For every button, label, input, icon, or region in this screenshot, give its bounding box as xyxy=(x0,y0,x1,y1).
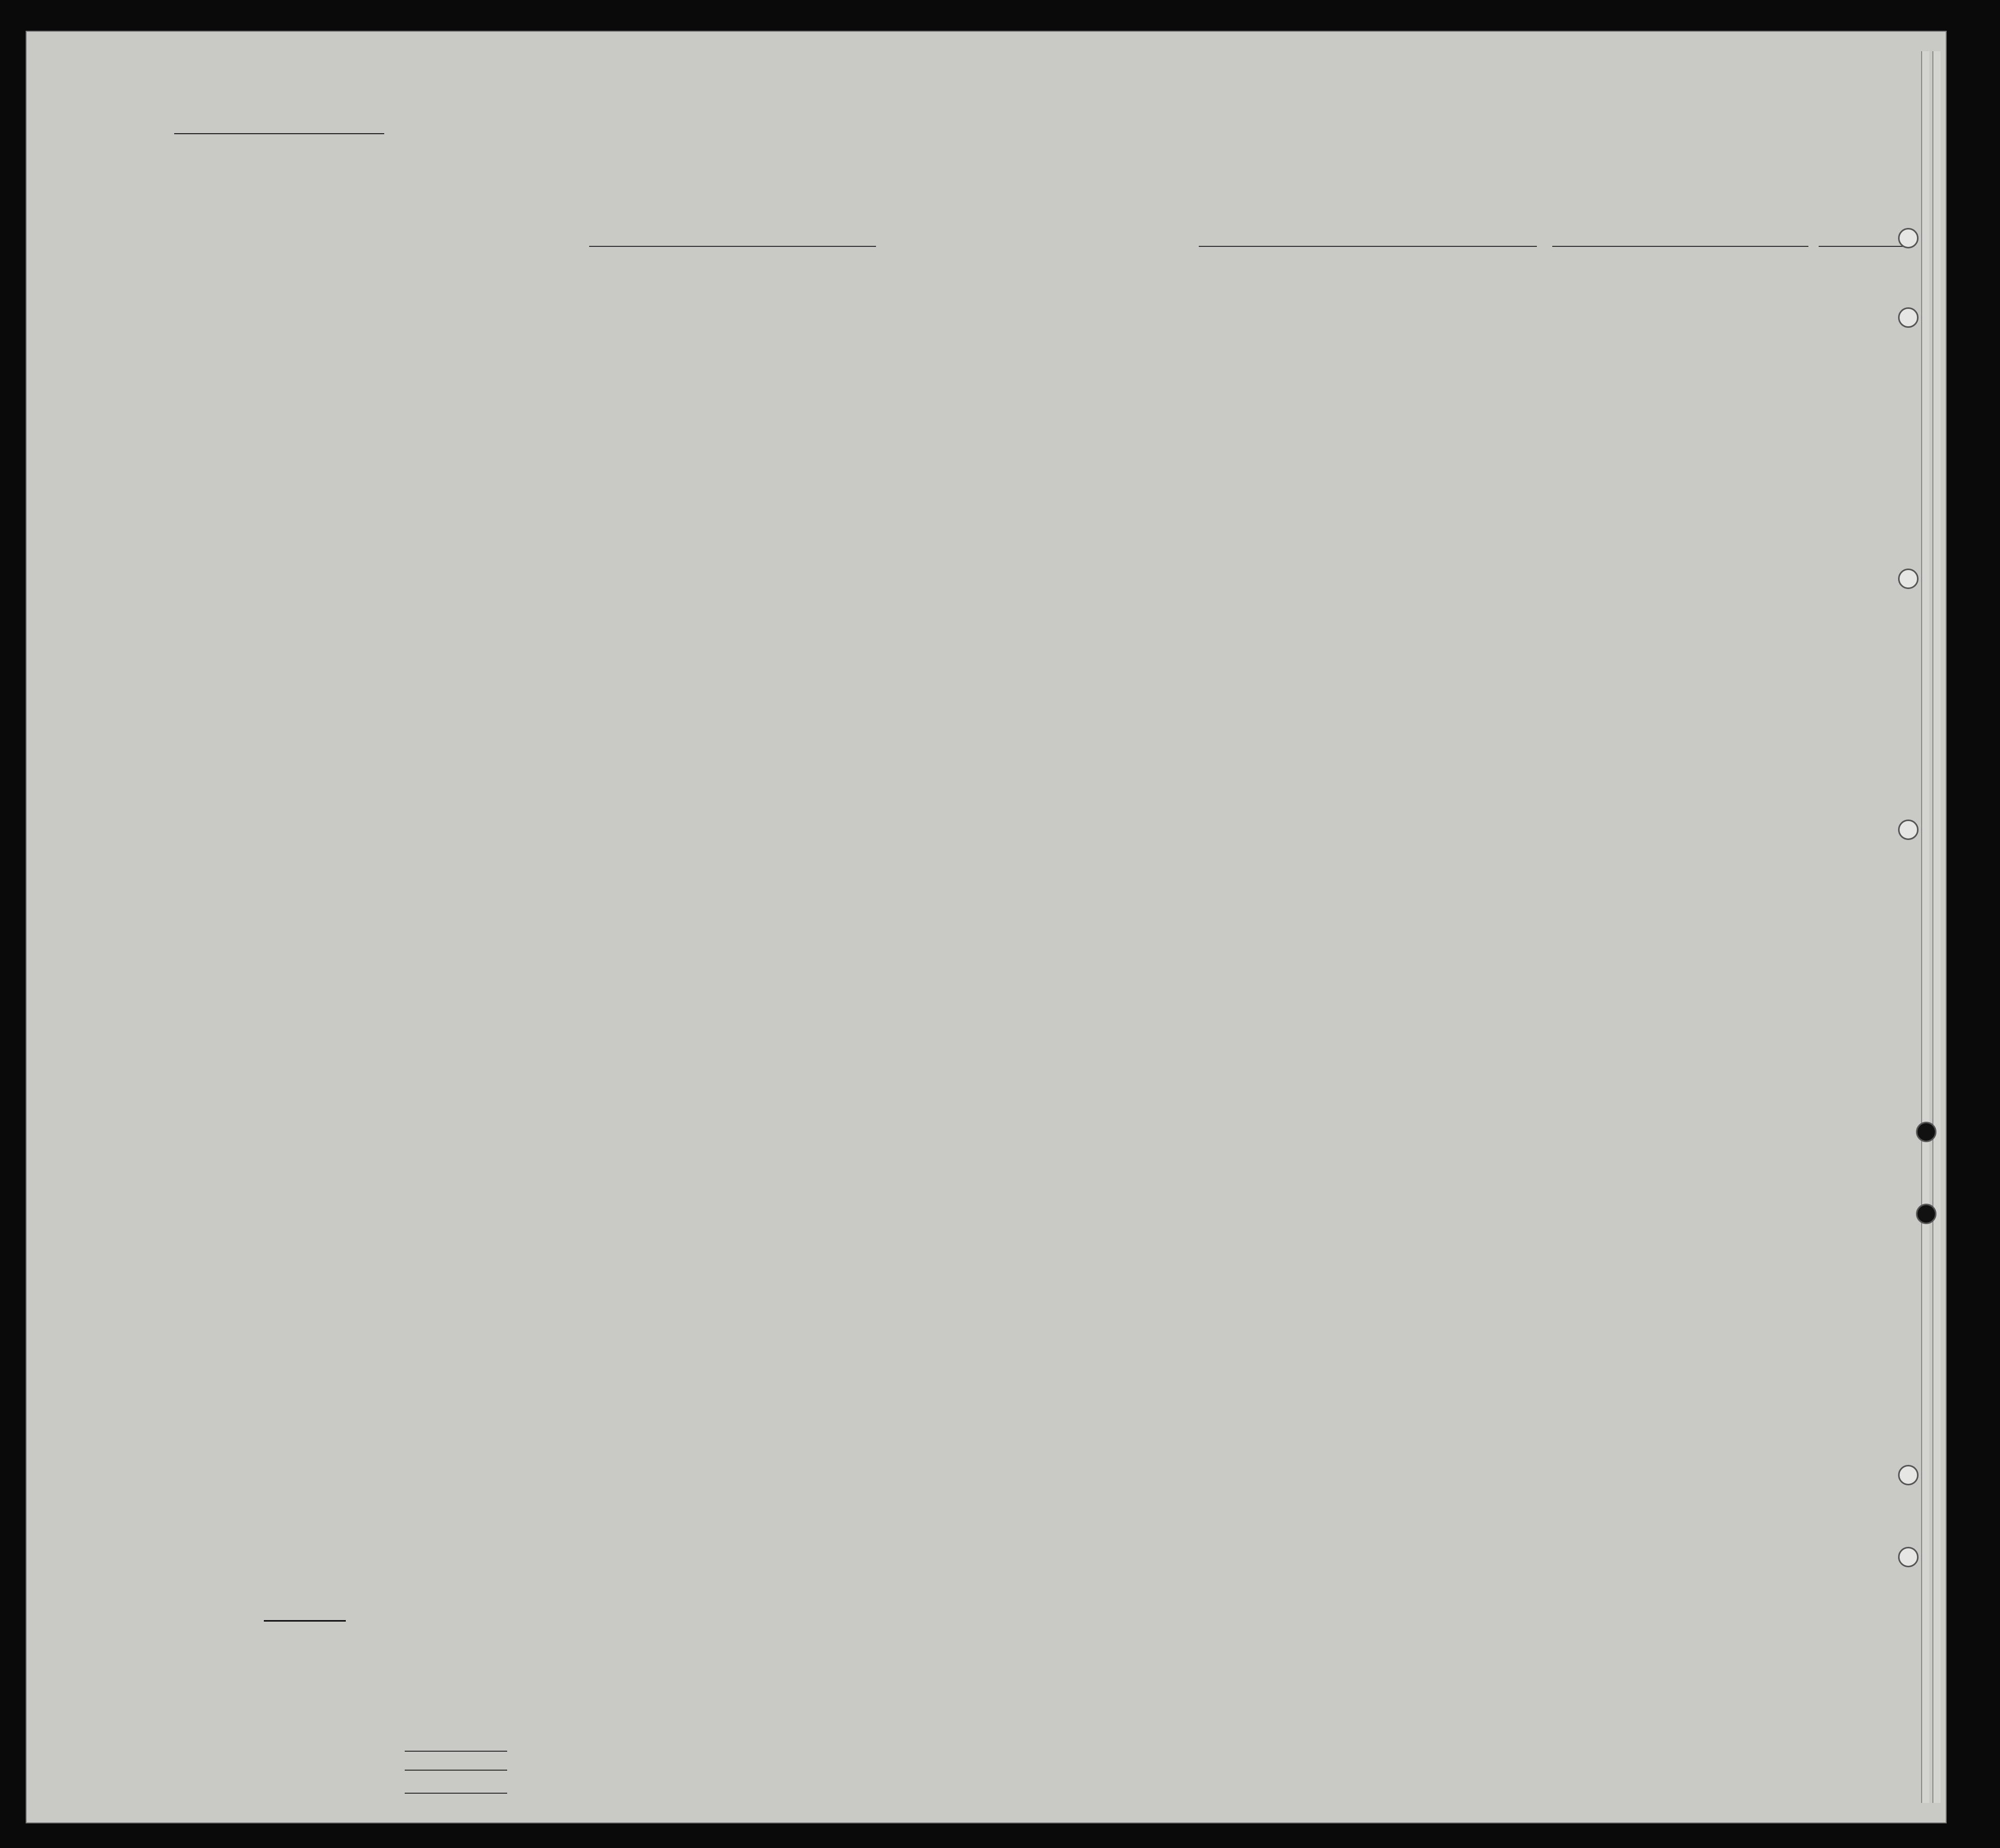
binder-hole xyxy=(1898,307,1919,328)
name-strike xyxy=(264,1620,346,1622)
binder-hole xyxy=(1916,1122,1936,1142)
binder-hole xyxy=(1898,569,1919,589)
binder-hole xyxy=(1898,1465,1919,1485)
binder-hole xyxy=(1898,1547,1919,1567)
manifest-sheet xyxy=(26,31,1947,1823)
citizens-underline xyxy=(405,1770,507,1771)
binder-hole xyxy=(1898,820,1919,840)
binder-hole xyxy=(1916,1204,1936,1224)
aliens-underline xyxy=(405,1793,507,1794)
binder-hole xyxy=(1898,228,1919,248)
total-underline xyxy=(405,1751,507,1752)
table-grid xyxy=(26,31,1947,1823)
